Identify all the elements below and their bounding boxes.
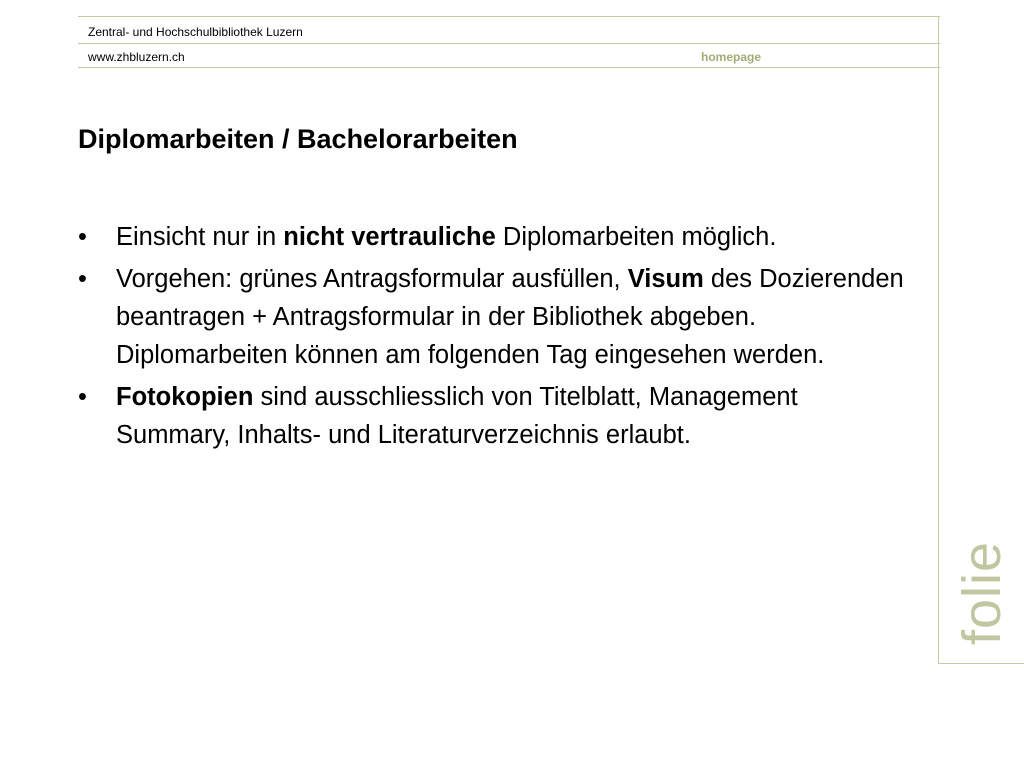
bullet-dot: • — [78, 265, 87, 293]
slide-title: Diplomarbeiten / Bachelorarbeiten — [78, 124, 518, 154]
bullet-text: Diplomarbeiten möglich. — [495, 223, 777, 251]
bullet-item — [78, 218, 908, 256]
bullet-item — [78, 378, 908, 454]
bullet-dot: • — [78, 223, 87, 251]
website-url: www.zhbluzern.ch — [88, 50, 185, 64]
bullet-text: des Dozierenden beantragen + Antragsformular in der Bibliothek abgeben. Diplomarbeiten können am folgenden Tag eingesehen werden. — [116, 265, 904, 369]
homepage-link[interactable]: homepage — [701, 50, 762, 64]
bullet-text: sind ausschliesslich von Titelblatt, Management Summary, Inhalts- und Literaturverzeichnis erlaubt. — [116, 383, 798, 449]
organization-name: Zentral- und Hochschulbibliothek Luzern — [88, 25, 303, 39]
bullet-dot: • — [78, 383, 87, 411]
folie-watermark — [951, 530, 1013, 656]
header-top-rule — [78, 16, 940, 17]
folie-watermark-text: folie — [952, 540, 1012, 646]
bullet-text: Vorgehen: grünes Antragsformular ausfüllen, — [116, 265, 628, 293]
bullet-emphasis: Visum — [627, 265, 704, 293]
header-bottom-rule — [78, 67, 940, 68]
footer-rule — [938, 663, 1024, 664]
bullet-text: Einsicht nur in — [116, 223, 284, 251]
right-margin-rule — [938, 16, 939, 664]
header-divider-rule — [78, 43, 940, 44]
bullet-emphasis: Fotokopien — [116, 383, 254, 411]
bullet-list — [78, 218, 908, 458]
bullet-item — [78, 260, 908, 374]
bullet-emphasis: nicht vertrauliche — [283, 223, 496, 251]
